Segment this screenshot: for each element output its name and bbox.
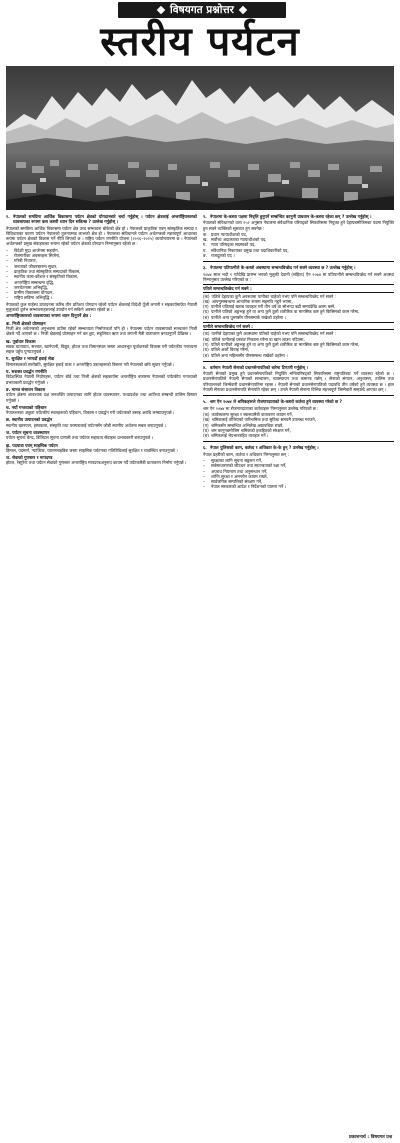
- question-number: ४.: [203, 364, 207, 370]
- question-number: ६.: [203, 445, 207, 451]
- section-heading: झ. पदयात्रा एवम् साहसिक पर्यटन: [6, 442, 58, 448]
- section-body: नेपालभरका अछुता पर्यटकीय स्थलहरूको पहिचान, विकास र प्रवर्द्धन गरी पर्यटकको बसाइ अवधि लम्ब्याउनुपर्छ ।: [6, 410, 175, 416]
- section-heading: घ. सशक्त प्रवर्द्धन रणनीति: [6, 369, 47, 375]
- answer-paragraph: नेपाल प्रहरीको काम, कर्तव्य र अधिकार निम्नानुसार छन् :: [203, 451, 290, 457]
- contribution-list: [6, 248, 197, 301]
- page-footer: प्रकाशनार्थ : विषयगत प्रश्न: [349, 1135, 392, 1140]
- section-body: होटल, रेस्टुरेन्ट तथा पर्यटन सेवाको गुणस्तर अन्तर्राष्ट्रिय मापदण्डअनुरूप कायम गर्दै पर्यटकमैत्री वातावरण निर्माण गर्नुपर्छ ।: [6, 460, 187, 466]
- question-2: [203, 214, 394, 219]
- list-item: – जनचेतनामा अभिवृद्धि,: [6, 284, 49, 290]
- wife-divorce-list: [203, 331, 394, 357]
- section-body: विमानस्थलको स्तरोन्नति, सुरक्षित हवाई यात्रा र अन्तर्राष्ट्रिय उडानहरूको विस्तार गरी नेपालको छवि सुधार गर्नुपर्छ ।: [6, 361, 175, 367]
- list-item: (ङ) पतिले अन्य महिलासँग यौनसम्बन्ध राखेको ठहरेमा ।: [203, 352, 288, 358]
- right-column: [203, 214, 394, 491]
- subheading: अन्तर्राष्ट्रियस्तरको व्यवसायका रूपमा ध्यान दिनुपर्ने क्षेत्र :: [6, 313, 92, 319]
- list-item: (घ) पत्नीले पतिको अङ्गभङ्ग हुने वा अन्य कुनै ठूलो शारीरिक वा मानसिक कष्ट हुने किसिमको काम गरेमा,: [203, 309, 360, 315]
- left-column: [6, 214, 197, 491]
- question-text: नेपालमा के-कस्ता पक्षमा निवृत्ति हुनुपर्ने सम्बन्धित कानुनी प्रावधान के-कस्ता रहेका छन् ? उल्लेख गर्नुहोस् ।: [210, 214, 372, 219]
- list-item: (ग) पतिले पत्नीको अङ्गभङ्ग हुने वा अन्य कुनै ठूलो शारीरिक वा मानसिक कष्ट हुने किसिमको काम गरेमा,: [203, 341, 360, 347]
- list-item: – ग्रामीण विकासमा योगदान,: [6, 290, 54, 296]
- list-item: – सार्वजनिक सम्पत्तिको संरक्षण गर्ने,: [203, 479, 263, 485]
- question-number: १.: [6, 214, 10, 219]
- section-heading: च. नयाँ गन्तव्यको पहिचान: [6, 404, 47, 410]
- appointment-list: [203, 232, 394, 258]
- section-body: सडक यातायात, सञ्चार, खानेपानी, विद्युत, होटल तथा विमानस्थल जस्ता आधारभूत पूर्वाधारको विकास गरी पर्यटकीय गन्तव्यमा सहज पहुँच पुर्‍याउनुपर्छ ।: [6, 343, 197, 355]
- section-heading: छ. स्थानीय उत्पादनको प्रवर्द्धन: [6, 417, 53, 423]
- list-item: (ङ) पत्नीले अन्य पुरुषसँग यौनसम्पर्क राखेको ठहरेमा ।: [203, 314, 286, 320]
- question-number: २.: [203, 214, 207, 219]
- answer-paragraph: २०७४ साल भदौ १ गतेदेखि प्रारम्भ भएको मुलुकी देवानी (संहिता) ऐन २०७४ मा पतिपत्नीले सम्बन्धविच्छेद गर्न सक्ने अवस्था निम्नानुसार उल्लेख गरिएको छ :: [203, 271, 394, 282]
- divider: [203, 261, 394, 262]
- list-item: – विदेशी मुद्रा आर्जनमा सहयोग,: [6, 247, 59, 253]
- divider: [203, 395, 394, 396]
- list-item: – अन्तर्राष्ट्रिय सम्बन्धमा वृद्धि,: [6, 279, 55, 285]
- list-item: (ग) पत्नीले पतिलाई खराब व्यवहार गरी तीन वर्ष वा सोभन्दा बढी समयदेखि अलग बस्ने,: [203, 304, 336, 310]
- section-heading: ञ. सेवाको गुणस्तर र मापदण्ड: [6, 455, 53, 461]
- section-body: पर्यटन सूचना केन्द्र, डिजिटल सूचना प्रणाली तथा पर्यटक सहायता सेवाहरू प्रभावकारी बनाउनुपर्छ ।: [6, 435, 154, 441]
- question-text: नेपालमा पतिपत्नीले के-कस्तो अवस्थामा सम्बन्धविच्छेद गर्न सक्ने व्यवस्था छ ? उल्लेख गर्नुहोस् ।: [210, 265, 356, 271]
- question-number: ३.: [203, 265, 207, 271]
- list-item: (क) पतिले देहायका कुनै अवस्थामा पत्नीका चाहेको नभए पनि सम्बन्धविच्छेद गर्न सक्ने :: [203, 293, 337, 299]
- diamond-icon: [157, 6, 165, 14]
- list-item: ङ. राजदूतको पद ।: [203, 253, 235, 259]
- question-text: श्रम ऐन २०७४ ले श्रमिकहरूले रोजगारदाताको के-कस्तो कर्तव्य हुने व्यवस्था गरेको छ ?: [210, 399, 342, 405]
- list-item: क. प्रधान न्यायाधीशको पद,: [203, 231, 248, 237]
- husband-divorce-list: [203, 294, 394, 320]
- list-item: (ग) श्रमिकसँग सम्बन्धित अभिलेख अद्यावधिक राख्ने,: [203, 422, 284, 428]
- section-body: पर्यटन क्षेत्रमा आवश्यक दक्ष जनशक्ति उत्पादनका लागि होटल व्यवस्थापन, पथप्रदर्शक तथा आतिथ्य सम्बन्धी तालिम विस्तार गर्नुपर्छ ।: [6, 392, 197, 403]
- subheading-box: पतिले सम्बन्धविच्छेद गर्न सक्ने :: [203, 284, 394, 292]
- employer-duty-list: [203, 412, 394, 438]
- section-label: विषयगत प्रश्नोत्तर: [170, 4, 234, 16]
- list-item: (घ) श्रम कानुनबमोजिम श्रमिकको हकहितको संरक्षण गर्ने,: [203, 427, 291, 433]
- list-item: – गरिबी निवारण,: [6, 258, 37, 264]
- section-body: स्थानीय खानपान, हस्तकला, संस्कृति तथा परम्परालाई पर्यटनसँग जोडी स्थानीय अर्थतन्त्र सबल बनाउनुपर्छ ।: [6, 422, 167, 428]
- subheading-box: पत्नीले सम्बन्धविच्छेद गर्न सक्ने :: [203, 322, 394, 330]
- police-duty-list: [203, 458, 394, 490]
- list-item: (क) कार्यस्थलमा सुरक्षा र स्वास्थ्यमैत्री वातावरण कायम गर्ने,: [203, 411, 293, 417]
- list-item: – शान्ति सुरक्षा र अमनचैन कायम राख्ने,: [203, 473, 268, 479]
- section-body: विदेशस्थित नेपाली नियोगहरू, पर्यटन बोर्ड तथा निजी क्षेत्रको सहकार्यमा अन्तर्राष्ट्रिय बजारमा नेपालको पर्यटकीय गन्तव्यको प्रभावकारी प्रवर्द्धन गर्नुपर्छ ।: [6, 374, 197, 385]
- list-item: (क) पत्नीले देहायका कुनै अवस्थामा पतिको चाहेको नभए पनि सम्बन्धविच्छेद गर्न सक्ने :: [203, 331, 337, 337]
- section-body: हिमाल, पदमार्ग, र्‍याफ्टिङ, प्याराग्लाइडिङ जस्ता साहसिक पर्यटनका गतिविधिलाई सुरक्षित र व्यवस्थित बनाउनुपर्छ ।: [6, 447, 178, 453]
- question-3: [203, 265, 394, 270]
- question-text: नेपाल पुलिसको काम, कर्तव्य र अधिकार के-के हुन् ? उल्लेख गर्नुहोस् ।: [210, 445, 319, 451]
- list-item: – राष्ट्रिय छविमा अभिवृद्धि ।: [6, 295, 53, 301]
- list-item: – स्थानीय कला-कौशल र संस्कृतिको विकास,: [6, 274, 79, 280]
- list-item: (ङ) श्रमिकलाई भेदभावरहित व्यवहार गर्ने ।: [203, 433, 269, 439]
- list-item: (ख) पतिले पत्नीलाई घरबाट निकाला गरेमा वा खान लाउन नदिएमा,: [203, 336, 305, 342]
- kathmandu-himalaya-photo: [6, 66, 394, 210]
- list-item: – रोजगारीका अवसरहरू सिर्जना,: [6, 253, 61, 259]
- page-title: स्तरीय पर्यटन: [100, 18, 300, 65]
- section-heading: ङ. मानव संसाधन विकास: [6, 386, 46, 392]
- answer-paragraph: नेपालको कुल गार्हस्थ उत्पादनमा करिब तीन प्रतिशत योगदान रहेको पर्यटन क्षेत्रलाई विदेशी पूँजी लगानी र सहकार्यमार्फत नेपाली मुलुकको दुर्लभ सम्भावनाहरूलाई उपयोग गर्न सकिने अवस्था रहेको छ ।: [6, 301, 197, 313]
- list-item: – जनताको जीवनस्तरमा सुधार,: [6, 263, 58, 269]
- diamond-icon: [239, 6, 247, 14]
- section-body: निजी क्षेत्र अर्थतन्त्रको अनुभवमा ठाउँमा रहेको सम्भाव्यता निर्माणकर्ता पनि हो । नेपालमा पर्यटन व्यवसायको सञ्चालन निजी क्षेत्रले गर्दै आएको छ । निजी क्षेत्रलाई प्रोत्साहन गर्न कर छुट, सहुलियत ऋण तथा लगानी मैत्री वातावरण बनाउनुपर्ने देखिन्छ ।: [6, 325, 197, 337]
- answer-paragraph: नेपालको संविधानको धारा २५२ अनुसार नेपालमा संवैधानिक परिषद्को सिफारिसमा नियुक्त हुने देहायबमोजिमका पदमा नियुक्ति हुन सक्ने व्यक्तिको सुरुवात हुन सक्नेछ :: [203, 220, 394, 231]
- answer-paragraph: नेपाली सेनाको प्रमुख हुने प्रधानसेनापतिको नियुक्ति मन्त्रिपरिषद्को सिफारिसमा राष्ट्रपतिबाट गर्ने व्यवस्था रहेको छ । प्रधानसेनापतिले नेपाली सेनाको सञ्चालन, व्यवस्थापन तथा कमाण्ड गर्छन् । सेनाको संगठन, अनुशासन, तालिम तथा परिचालनको जिम्मेवारी प्रधानसेनापतिमा रहन्छ । नेपाली सेनाको प्रधानसेनापतिको पदावधि तीन वर्षको हुने व्यवस्था छ । हाल नेपाली सेनाका प्रधानसेनापति सेनापति रहेका छन् । उनले नेपाली सेनामा विभिन्न महत्त्वपूर्ण जिम्मेवारी सम्हाल्दै आएका छन् ।: [203, 371, 394, 393]
- question-number: ५.: [203, 399, 207, 405]
- section-heading: क. निजी क्षेत्रको प्रोत्साहन: [6, 320, 46, 326]
- article-columns: [6, 214, 394, 491]
- answer-paragraph: श्रम ऐन २०७४ मा रोजगारदाताका कर्तव्यहरू निम्नानुसार उल्लेख गरिएको छ :: [203, 405, 319, 411]
- list-item: ग. न्याय परिषद्का सदस्यको पद,: [203, 242, 256, 248]
- list-item: (ख) आफ्नुसम्बन्धमा आन्तरिक रूपमा सहमति नहुने भएमा,: [203, 298, 293, 304]
- question-text: वर्तमान नेपाली सेनाको प्रधानसेनापतिको बारेमा टिप्पणी गर्नुहोस् ।: [210, 364, 309, 370]
- list-item: घ. संवैधानिक निकायका प्रमुख तथा पदाधिकारीको पद,: [203, 247, 289, 253]
- question-4: [203, 365, 394, 370]
- list-item: (घ) पतिले अर्को विवाह गरेमा,: [203, 347, 250, 353]
- question-1: [6, 214, 197, 225]
- section-heading: ख. पूर्वाधार विकास: [6, 338, 36, 344]
- answer-paragraph: नेपालको समग्रिमा आर्थिक विकासमा पर्यटन क्षेत्र उच्च सम्भावना बोकेको क्षेत्र हो । नेपालको प्राकृतिक एवम् सांस्कृतिक सम्पदा र विविधताका कारण पर्यटन नेपालको तुलनात्मक लाभको क्षेत्र हो । नेपालका संविधानले पर्यटन अर्थतन्त्रको महत्त्वपूर्ण आधारका रूपमा पर्यटन क्षेत्रको विकास गर्ने नीति लिएको छ । राष्ट्रिय पर्यटन रणनीति योजना (२०१६–२०२५) कार्यान्वयनमा छ । नेपालको अर्थतन्त्रको प्रमुख संवाहकका रूपमा रहेको पर्यटन क्षेत्रको योगदान निम्नानुसार रहेको छ :: [6, 225, 197, 247]
- question-5: [203, 399, 394, 404]
- divider: [203, 361, 394, 362]
- divider: [203, 441, 394, 442]
- section-banner: [118, 2, 286, 18]
- list-item: – सर्वसाधारणको जीउधन तथा स्वतन्त्रताको रक्षा गर्ने,: [203, 463, 287, 469]
- question-6: [203, 445, 394, 450]
- section-heading: ग. सुरक्षित र भरपर्दो हवाई सेवा: [6, 356, 55, 362]
- question-text: नेपालको समग्रिमा आर्थिक विकासमा पर्यटन क्षेत्रको योगदानबारे चर्चा गर्नुहोस् । पर्यटन क्षेत्रलाई अन्तर्राष्ट्रियस्तरको व्यवसायका रूपमा कस कसरी ध्यान दिन सकिन्छ ? उल्लेख गर्नुहोस् ।: [13, 214, 197, 225]
- section-heading: ज. पर्यटन सूचना व्यवस्थापन: [6, 429, 50, 435]
- list-item: ख. सर्वोच्च अदालतका न्यायाधीशको पद,: [203, 237, 267, 243]
- list-item: (ख) श्रमिकलाई तोकिएको पारिश्रमिक तथा सुविधा समयमै उपलब्ध गराउने,: [203, 417, 317, 423]
- list-item: – अपराध नियन्त्रण तथा अनुसन्धान गर्ने,: [203, 468, 268, 474]
- list-item: – प्राकृतिक तथा सांस्कृतिक सम्पदाको विकास,: [6, 268, 81, 274]
- list-item: – नेपाल सरकारको आदेश र निर्देशनको पालना गर्ने ।: [203, 484, 286, 490]
- list-item: – सुरक्षाका लागि सूचना सङ्कलन गर्ने,: [203, 457, 263, 463]
